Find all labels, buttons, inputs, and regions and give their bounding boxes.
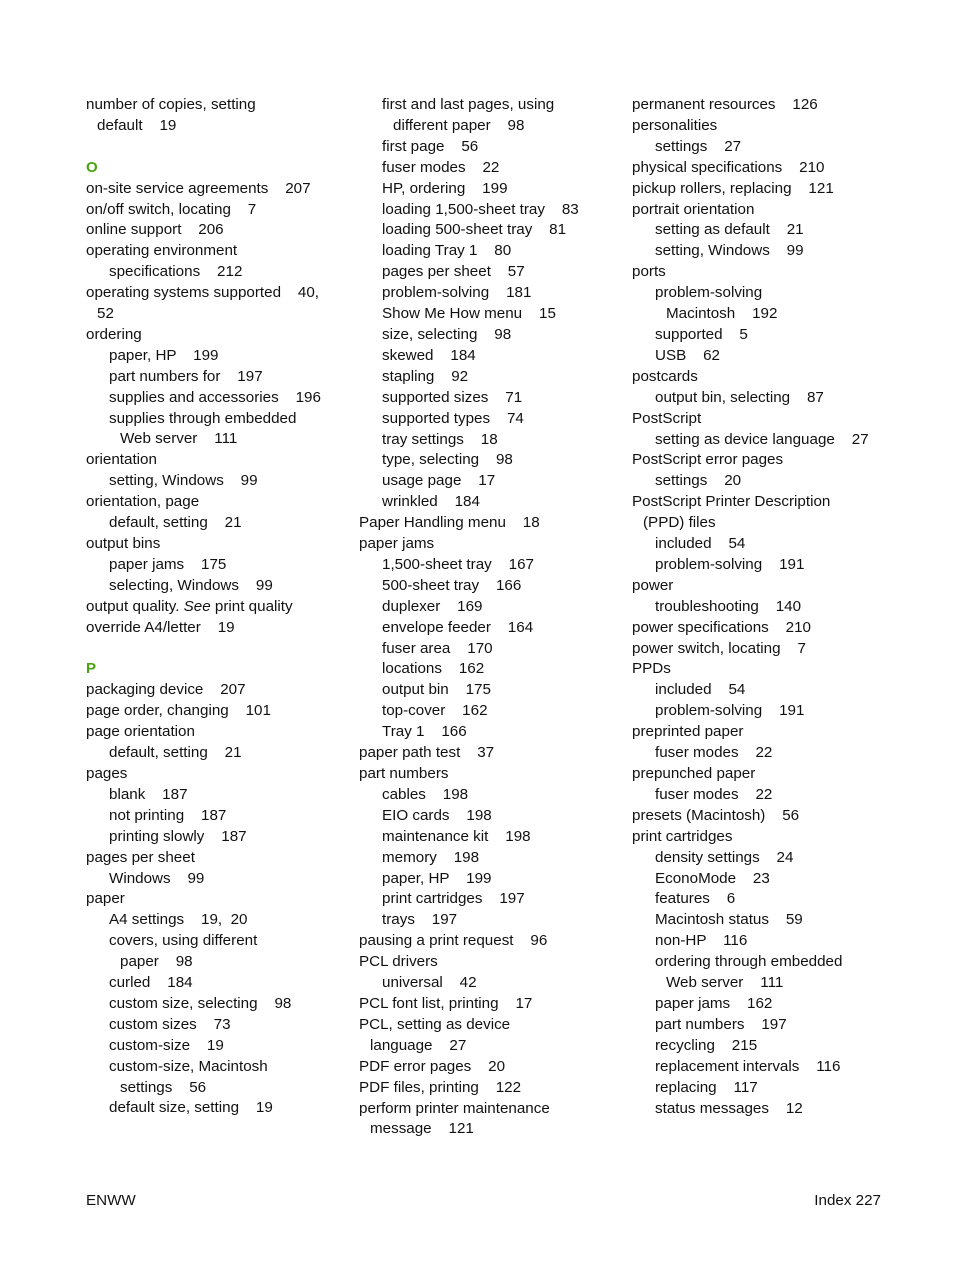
index-continuation: paper 98: [120, 953, 193, 971]
index-entry: print cartridges: [632, 827, 733, 845]
index-subentry: loading 1,500-sheet tray 83: [382, 200, 579, 218]
index-subentry: stapling 92: [382, 367, 469, 385]
index-subentry: problem-solving 191: [655, 555, 805, 573]
index-entry: orientation, page: [86, 493, 200, 511]
footer-left: ENWW: [86, 1192, 136, 1209]
index-subentry: printing slowly 187: [109, 827, 247, 845]
index-entry: personalities: [632, 116, 718, 134]
index-subentry: settings 27: [655, 137, 742, 155]
index-subentry: EIO cards 198: [382, 806, 492, 824]
index-entry: operating environment: [86, 242, 238, 260]
index-subentry: replacing 117: [655, 1078, 758, 1096]
index-entry: prepunched paper: [632, 765, 756, 782]
index-subentry: USB 62: [655, 346, 720, 364]
index-subentry: custom size, selecting 98: [109, 994, 292, 1012]
index-subentry: supported sizes 71: [382, 388, 523, 406]
index-subentry: part numbers 197: [655, 1015, 787, 1033]
index-subentry: wrinkled 184: [382, 493, 480, 511]
index-subentry: setting, Windows 99: [655, 242, 804, 260]
index-subentry: print cartridges 197: [382, 890, 525, 908]
index-subentry: loading Tray 1 80: [382, 242, 512, 260]
index-subentry: A4 settings 19, 20: [109, 911, 248, 929]
index-subentry: included 54: [655, 535, 746, 553]
index-entry: power: [632, 576, 674, 594]
index-entry: preprinted paper: [632, 723, 744, 741]
index-subentry: density settings 24: [655, 848, 794, 866]
index-subentry: universal 42: [382, 974, 477, 992]
index-subentry: Tray 1 166: [382, 723, 467, 741]
index-subentry: features 6: [655, 890, 736, 908]
index-continuation: Macintosh 192: [666, 305, 778, 323]
index-subentry: supported types 74: [382, 409, 524, 427]
index-entry: page order, changing 101: [86, 702, 271, 720]
index-entry: presets (Macintosh) 56: [632, 806, 800, 824]
index-subentry: custom sizes 73: [109, 1015, 231, 1033]
index-subentry: fuser modes 22: [655, 744, 773, 762]
index-continuation: message 121: [370, 1120, 474, 1138]
index-entry: Paper Handling menu 18: [359, 514, 540, 532]
index-entry: physical specifications 210: [632, 158, 825, 176]
section-gap: [86, 639, 341, 660]
index-continuation: language 27: [370, 1036, 467, 1054]
index-entry: paper jams: [359, 535, 435, 553]
index-subentry: locations 162: [382, 660, 485, 678]
index-subentry: output bin, selecting 87: [655, 388, 824, 406]
index-entry: online support 206: [86, 221, 224, 239]
index-subentry: supplies and accessories 196: [109, 388, 321, 406]
index-subentry: loading 500-sheet tray 81: [382, 221, 567, 239]
index-continuation: different paper 98: [393, 116, 525, 134]
index-subentry: not printing 187: [109, 806, 227, 824]
index-entry: orientation: [86, 451, 157, 469]
index-subentry: usage page 17: [382, 472, 496, 490]
index-subentry: trays 197: [382, 911, 458, 929]
index-entry: paper path test 37: [359, 744, 495, 762]
index-subentry: Windows 99: [109, 869, 205, 887]
index-entry: portrait orientation: [632, 200, 755, 218]
index-subentry: memory 198: [382, 848, 480, 866]
section-gap: [86, 137, 341, 158]
index-entry: part numbers: [359, 765, 449, 782]
index-subentry: ordering through embedded: [655, 953, 843, 971]
index-subentry: type, selecting 98: [382, 451, 513, 469]
index-subentry: pages per sheet 57: [382, 263, 525, 281]
index-subentry: fuser area 170: [382, 639, 493, 657]
index-entry: pausing a print request 96: [359, 932, 548, 950]
index-subentry: EconoMode 23: [655, 869, 770, 887]
index-subentry: supported 5: [655, 325, 748, 343]
index-subentry: part numbers for 197: [109, 367, 263, 385]
index-continuation: 52: [97, 305, 114, 323]
index-entry: permanent resources 126: [632, 96, 818, 113]
index-subentry: first and last pages, using: [382, 96, 555, 113]
index-subentry: fuser modes 22: [655, 785, 773, 803]
index-subentry: maintenance kit 198: [382, 827, 531, 845]
index-subentry: skewed 184: [382, 346, 476, 364]
index-subentry: curled 184: [109, 974, 193, 992]
index-subentry: HP, ordering 199: [382, 179, 508, 197]
index-subentry: selecting, Windows 99: [109, 576, 273, 594]
index-subentry: first page 56: [382, 137, 479, 155]
section-letter-heading: P: [86, 660, 97, 678]
index-continuation: (PPD) files: [643, 514, 716, 532]
index-subentry: replacement intervals 116: [655, 1057, 841, 1075]
index-entry: output bins: [86, 535, 161, 553]
index-subentry: custom-size, Macintosh: [109, 1057, 268, 1075]
index-subentry: recycling 215: [655, 1036, 758, 1054]
index-entry: PPDs: [632, 660, 671, 678]
index-subentry: envelope feeder 164: [382, 618, 534, 636]
index-entry: PCL, setting as device: [359, 1015, 511, 1033]
index-subentry: non-HP 116: [655, 932, 748, 950]
index-subentry: covers, using different: [109, 932, 258, 950]
index-entry: PostScript Printer Description: [632, 493, 831, 511]
index-subentry: setting as default 21: [655, 221, 804, 239]
index-subentry: troubleshooting 140: [655, 597, 802, 615]
index-entry: PCL font list, printing 17: [359, 994, 533, 1012]
see-reference: See: [183, 597, 211, 615]
index-subentry: problem-solving: [655, 284, 763, 302]
index-subentry: paper, HP 199: [109, 346, 219, 364]
index-subentry: setting, Windows 99: [109, 472, 258, 490]
index-subentry: top-cover 162: [382, 702, 488, 720]
index-subentry: 1,500-sheet tray 167: [382, 555, 534, 573]
index-subentry: custom-size 19: [109, 1036, 224, 1054]
index-entry: power switch, locating 7: [632, 639, 806, 657]
index-column-2: [359, 95, 599, 1140]
index-subentry: settings 20: [655, 472, 742, 490]
index-entry: on-site service agreements 207: [86, 179, 311, 197]
index-subentry: default size, setting 19: [109, 1099, 273, 1117]
index-subentry: 500-sheet tray 166: [382, 576, 522, 594]
index-entry: paper: [86, 890, 125, 908]
index-subentry: specifications 212: [109, 263, 243, 281]
index-entry: ordering: [86, 325, 142, 343]
index-entry: on/off switch, locating 7: [86, 200, 257, 218]
index-entry: operating systems supported 40,: [86, 284, 320, 302]
index-entry: PostScript: [632, 409, 702, 427]
index-subentry: paper jams 175: [109, 555, 227, 573]
index-subentry: default, setting 21: [109, 744, 242, 762]
index-entry: ports: [632, 263, 666, 281]
index-subentry: fuser modes 22: [382, 158, 500, 176]
index-entry: perform printer maintenance: [359, 1099, 550, 1117]
index-column-3: [632, 95, 892, 1119]
index-entry: PCL drivers: [359, 953, 438, 971]
index-subentry: included 54: [655, 681, 746, 699]
index-entry: pickup rollers, replacing 121: [632, 179, 834, 197]
index-entry: pages per sheet: [86, 848, 195, 866]
index-continuation: Web server 111: [666, 974, 784, 992]
index-subentry: problem-solving 191: [655, 702, 805, 720]
index-entry: PDF files, printing 122: [359, 1078, 522, 1096]
index-subentry: tray settings 18: [382, 430, 498, 448]
index-continuation: settings 56: [120, 1078, 207, 1096]
index-subentry: default, setting 21: [109, 514, 242, 532]
index-entry: packaging device 207: [86, 681, 246, 699]
index-entry: PostScript error pages: [632, 451, 784, 469]
index-subentry: Macintosh status 59: [655, 911, 803, 929]
index-subentry: paper jams 162: [655, 994, 773, 1012]
index-entry: output quality. See print quality: [86, 597, 293, 615]
index-entry: override A4/letter 19: [86, 618, 235, 636]
index-subentry: cables 198: [382, 785, 469, 803]
index-subentry: size, selecting 98: [382, 325, 512, 343]
index-subentry: blank 187: [109, 785, 188, 803]
footer-page-number: Index 227: [814, 1192, 881, 1209]
index-continuation: Web server 111: [120, 430, 238, 448]
index-subentry: Show Me How menu 15: [382, 305, 556, 323]
index-subentry: duplexer 169: [382, 597, 483, 615]
index-column-1: [86, 95, 341, 1119]
index-subentry: supplies through embedded: [109, 409, 297, 427]
index-entry: PDF error pages 20: [359, 1057, 506, 1075]
index-entry: postcards: [632, 367, 698, 385]
index-subentry: paper, HP 199: [382, 869, 492, 887]
index-subentry: problem-solving 181: [382, 284, 532, 302]
index-entry: power specifications 210: [632, 618, 811, 636]
index-subentry: status messages 12: [655, 1099, 803, 1117]
index-continuation: default 19: [97, 116, 177, 134]
index-entry: number of copies, setting: [86, 96, 256, 113]
index-subentry: setting as device language 27: [655, 430, 869, 448]
index-subentry: output bin 175: [382, 681, 491, 699]
section-letter-heading: O: [86, 158, 98, 176]
index-entry: page orientation: [86, 723, 195, 741]
index-entry: pages: [86, 764, 128, 782]
